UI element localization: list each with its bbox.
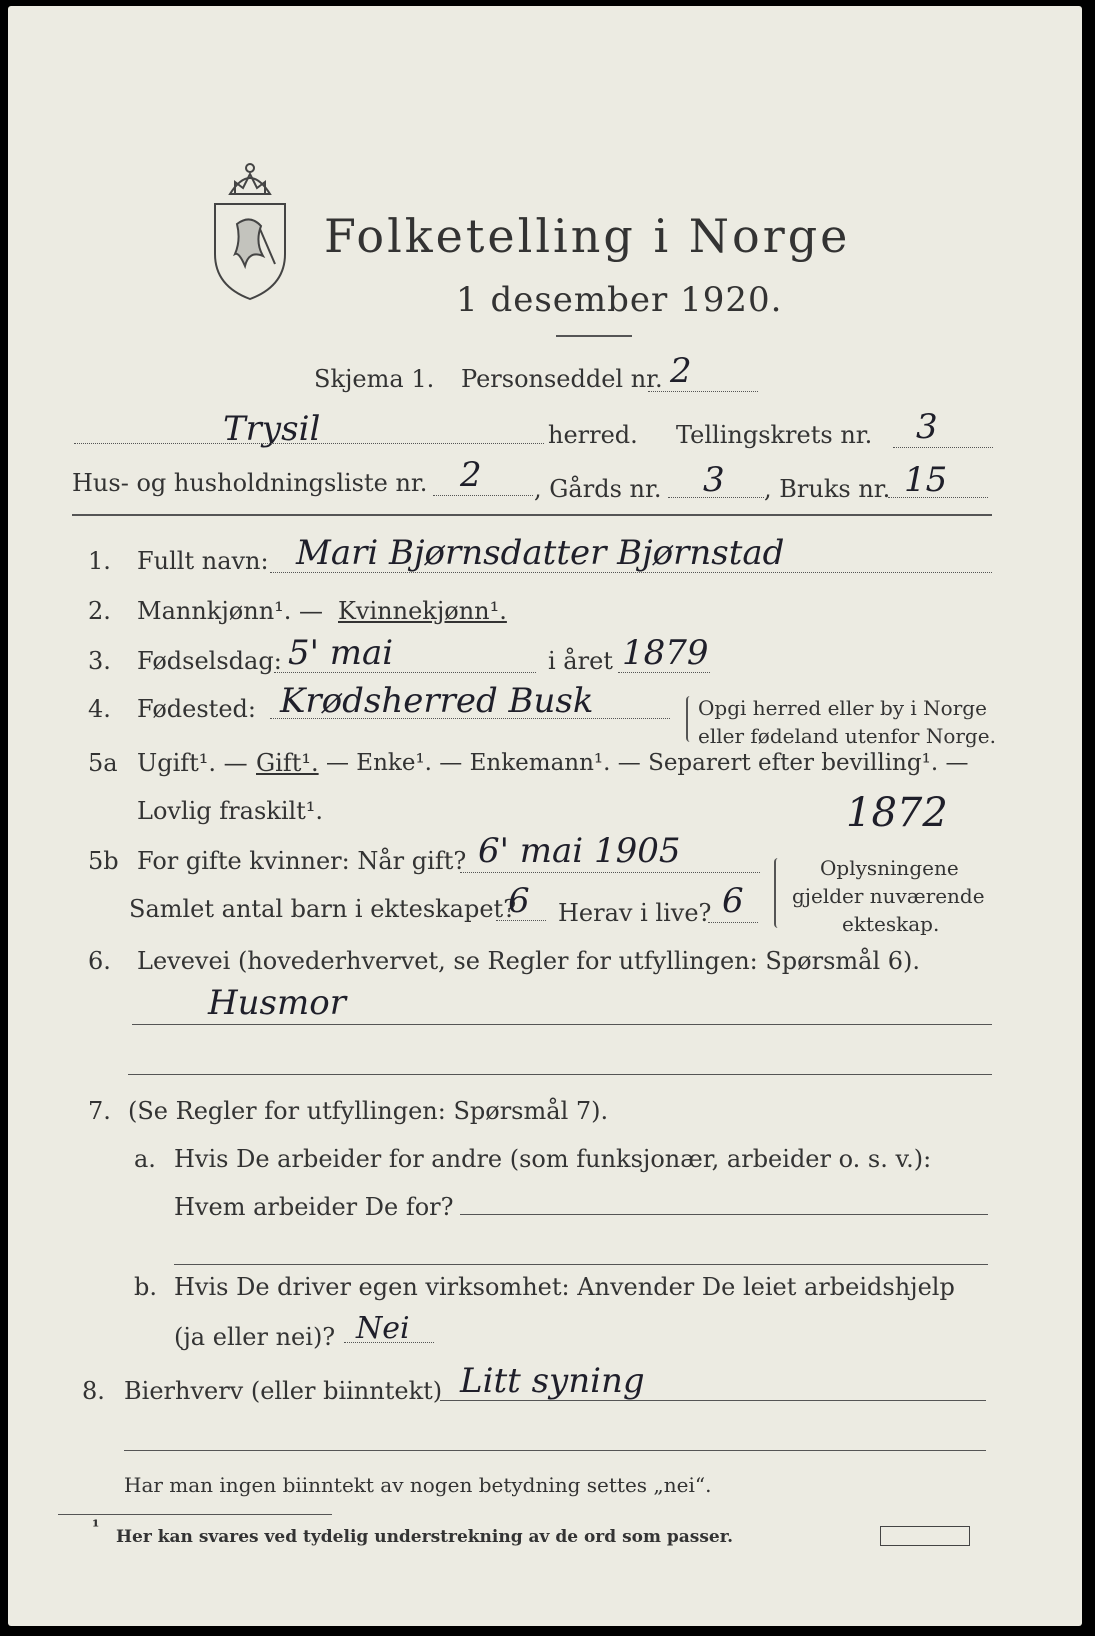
q2-kvinnekjonn-underlined: Kvinnekjønn¹. [338, 597, 507, 625]
q1-number: 1. [88, 547, 111, 575]
q5b-children: 6 [508, 881, 530, 921]
gards-label: , Gårds nr. [534, 475, 662, 503]
q2-number: 2. [88, 597, 111, 625]
q1-line [270, 572, 992, 573]
husholdning-value: 2 [460, 455, 482, 495]
q8-label: Bierhverv (eller biinntekt) [124, 1377, 443, 1405]
q6-occupation: Husmor [208, 983, 346, 1023]
q4-label: Fødested: [137, 695, 256, 723]
census-date: 1 desember 1920. [456, 280, 783, 320]
bruks-line [888, 497, 988, 498]
q4-birthplace: Krødsherred Busk [280, 681, 594, 721]
q3-birthday: 5' mai [288, 633, 394, 673]
q6-number: 6. [88, 947, 111, 975]
q5b-line [460, 872, 760, 873]
q7b-answer: Nei [356, 1311, 410, 1346]
q6-line-2 [128, 1074, 992, 1075]
q5b-label: For gifte kvinner: Når gift? [137, 847, 467, 875]
q2-mannkjonn: Mannkjønn¹. — [137, 597, 324, 625]
q7a-label-2: Hvem arbeider De for? [174, 1193, 454, 1221]
herred-label: herred. [548, 421, 638, 449]
norwegian-coat-of-arms-icon [205, 154, 295, 304]
q5a-number: 5a [88, 749, 118, 777]
personseddel-line [648, 391, 758, 392]
q1-full-name: Mari Bjørnsdatter Bjørnstad [296, 533, 785, 573]
q3-label: Fødselsdag: [137, 647, 282, 675]
q7b-line [344, 1342, 434, 1343]
printer-stamp [880, 1526, 970, 1546]
q7a-letter: a. [134, 1145, 156, 1173]
q7a-line-1 [460, 1214, 988, 1215]
q8-number: 8. [82, 1377, 105, 1405]
q3-year-line [618, 672, 710, 673]
title-divider [556, 335, 632, 337]
q5b-live-label: Herav i live? [558, 899, 712, 927]
bruks-value: 15 [904, 460, 948, 500]
q5a-margin-note: 1872 [846, 790, 948, 836]
q7b-letter: b. [134, 1273, 157, 1301]
personseddel-value: 2 [670, 351, 692, 391]
herred-line [74, 443, 544, 444]
q6-label: Levevei (hovederhvervet, se Regler for utfyllingen: Spørsmål 6). [137, 947, 921, 975]
q4-line [270, 718, 670, 719]
q5b-number: 5b [88, 847, 119, 875]
bruks-label: , Bruks nr. [764, 475, 891, 503]
q4-brace [686, 696, 694, 742]
q5a-fraskilt: Lovlig fraskilt¹. [137, 797, 324, 825]
footnote-mark: ¹ [92, 1517, 100, 1537]
q3-year-label: i året [548, 647, 613, 675]
footnote-text: Her kan svares ved tydelig understrekning av de ord som passer. [116, 1527, 734, 1547]
header-rule [72, 514, 992, 516]
income-note: Har man ingen biinntekt av nogen betydning settes „nei“. [124, 1473, 712, 1497]
husholdning-label: Hus- og husholdningsliste nr. [72, 469, 428, 497]
personseddel-label: Personseddel nr. [461, 365, 663, 393]
q5b-note-1: Oplysningene [820, 856, 959, 880]
q7a-line-2 [174, 1264, 988, 1265]
q8-side-income: Litt syning [460, 1361, 645, 1401]
q3-line [274, 672, 536, 673]
q5a-ugift: Ugift¹. — [137, 749, 248, 777]
census-form-page [8, 6, 1082, 1626]
q4-note-2: eller fødeland utenfor Norge. [698, 724, 996, 748]
tellingskrets-line [893, 447, 993, 448]
q5b-live-line [708, 922, 758, 923]
q7a-label: Hvis De arbeider for andre (som funksjonær, arbeider o. s. v.): [174, 1145, 932, 1173]
gards-value: 3 [703, 460, 725, 500]
tellingskrets-value: 3 [916, 407, 938, 447]
q4-note-1: Opgi herred eller by i Norge [698, 696, 987, 720]
q4-number: 4. [88, 695, 111, 723]
tellingskrets-label: Tellingskrets nr. [676, 421, 873, 449]
q5b-marriage-date: 6' mai 1905 [478, 831, 681, 871]
skjema-label: Skjema 1. [314, 365, 435, 393]
q5b-alive: 6 [722, 881, 744, 921]
q7b-label: Hvis De driver egen virksomhet: Anvender De leiet arbeidshjelp [174, 1273, 955, 1301]
q7-number: 7. [88, 1097, 111, 1125]
q5b-barn-line [496, 920, 546, 921]
herred-value: Trysil [223, 409, 321, 449]
q7b-label-2: (ja eller nei)? [174, 1323, 336, 1351]
form-title: Folketelling i Norge [324, 209, 851, 263]
q7-label: (Se Regler for utfyllingen: Spørsmål 7). [128, 1097, 609, 1125]
q8-line-1 [440, 1400, 986, 1401]
gards-line [668, 497, 764, 498]
q3-number: 3. [88, 647, 111, 675]
q5a-options: — Enke¹. — Enkemann¹. — Separert efter bevilling¹. — [326, 750, 969, 776]
q8-line-2 [124, 1450, 986, 1451]
husholdning-line [433, 495, 533, 496]
q1-label: Fullt navn: [137, 547, 269, 575]
q3-year: 1879 [622, 633, 709, 673]
q5b-note-2: gjelder nuværende [792, 884, 985, 908]
q5a-gift-underlined: Gift¹. [256, 749, 319, 777]
q6-line-1 [132, 1024, 992, 1025]
q5b-brace [774, 858, 782, 928]
q5b-note-3: ekteskap. [842, 912, 940, 936]
q5b-barn-label: Samlet antal barn i ekteskapet? [129, 895, 517, 923]
